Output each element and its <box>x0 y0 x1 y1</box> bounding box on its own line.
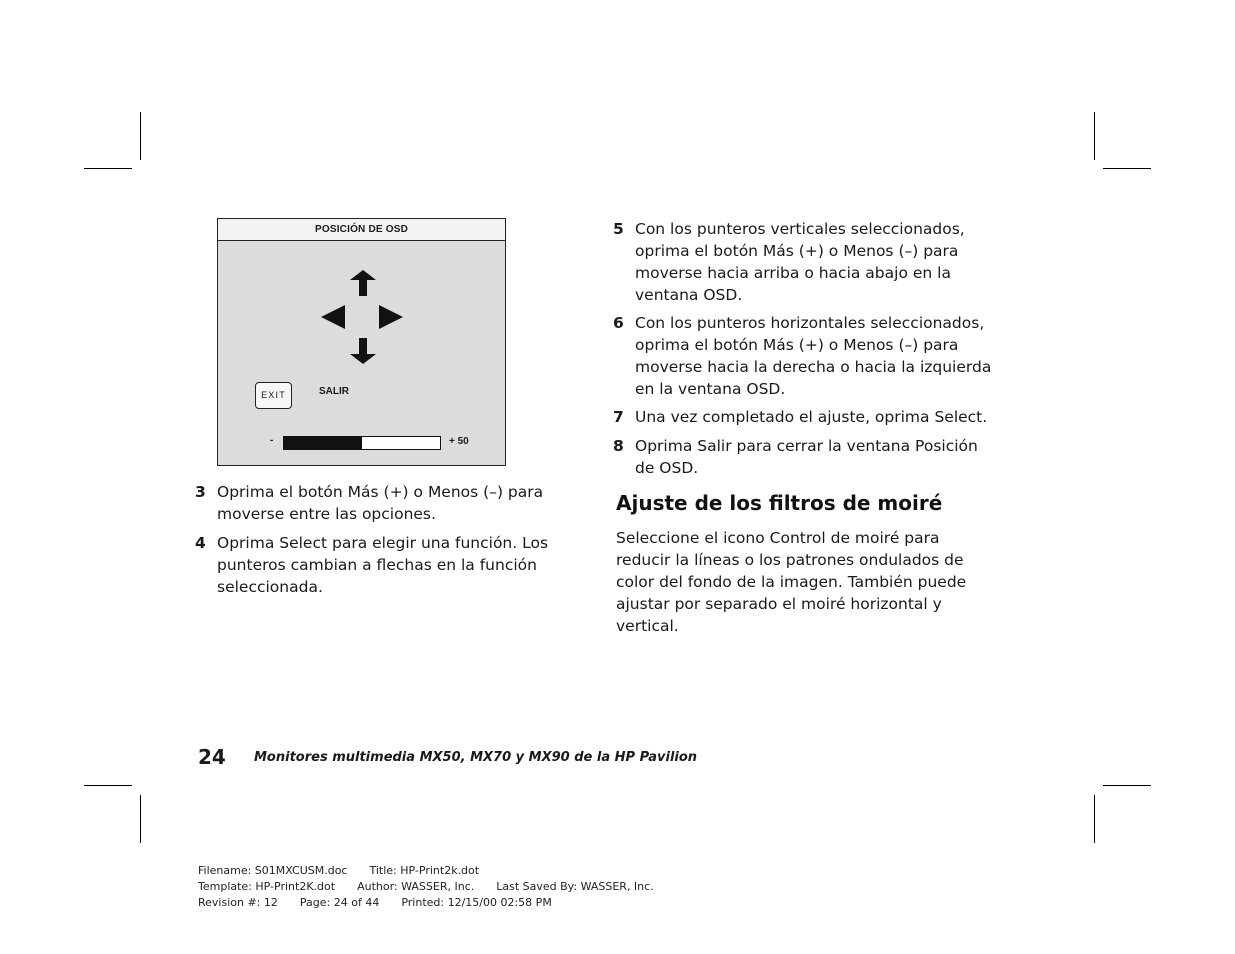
arrow-up-icon[interactable] <box>350 270 376 296</box>
step-item <box>613 312 995 400</box>
slider-min-label: - <box>270 435 274 446</box>
step-text: Una vez completado el ajuste, oprima Select. <box>635 408 988 426</box>
step-number: 6 <box>613 314 624 332</box>
step-item <box>195 532 557 598</box>
slider-max-label: + 50 <box>449 436 469 447</box>
osd-position-panel <box>217 218 506 466</box>
page-number: 24 <box>198 745 226 769</box>
crop-mark <box>1094 795 1095 843</box>
crop-mark <box>84 785 132 786</box>
step-number: 7 <box>613 408 624 426</box>
template-text: Template: HP-Print2K.dot <box>198 880 336 893</box>
title-text: Title: HP-Print2k.dot <box>369 864 480 877</box>
step-number: 8 <box>613 437 624 455</box>
author-text: Author: WASSER, Inc. <box>357 880 475 893</box>
crop-mark <box>84 168 132 169</box>
filename-text: Filename: S01MXCUSM.doc <box>198 864 348 877</box>
exit-button[interactable]: EXIT <box>255 382 292 409</box>
step-text: Oprima el botón Más (+) o Menos (–) para moverse entre las opciones. <box>217 483 544 523</box>
last-saved-text: Last Saved By: WASSER, Inc. <box>496 880 654 893</box>
step-item <box>613 435 995 479</box>
crop-mark <box>1094 112 1095 160</box>
step-number: 4 <box>195 534 206 552</box>
step-item <box>613 218 995 306</box>
crop-mark <box>140 795 141 843</box>
step-item <box>195 481 557 525</box>
step-number: 3 <box>195 483 206 501</box>
osd-panel-title: POSICIÓN DE OSD <box>218 219 505 241</box>
slider-fill <box>284 437 362 449</box>
salir-label: SALIR <box>319 386 349 397</box>
position-slider[interactable] <box>283 436 441 450</box>
running-title: Monitores multimedia MX50, MX70 y MX90 de la HP Pavilion <box>254 750 698 765</box>
crop-mark <box>140 112 141 160</box>
step-number: 5 <box>613 220 624 238</box>
step-text: Oprima Salir para cerrar la ventana Posición de OSD. <box>635 437 978 477</box>
step-text: Con los punteros verticales seleccionados, oprima el botón Más (+) o Menos (–) para moverse hacia arriba o hacia abajo en la ventana OSD. <box>635 220 965 304</box>
file-info-block <box>198 863 676 911</box>
arrow-right-icon[interactable] <box>379 305 403 329</box>
arrow-down-icon[interactable] <box>350 338 376 364</box>
crop-mark <box>1103 785 1151 786</box>
step-item <box>613 406 995 428</box>
section-heading: Ajuste de los filtros de moiré <box>616 491 943 515</box>
revision-text: Revision #: 12 <box>198 896 278 909</box>
section-body: Seleccione el icono Control de moiré para reducir la líneas o los patrones ondulados de color del fondo de la imagen. También puede ajustar por separado el moiré horizontal y vertical. <box>616 529 967 635</box>
arrow-left-icon[interactable] <box>321 305 345 329</box>
crop-mark <box>1103 168 1151 169</box>
printed-text: Printed: 12/15/00 02:58 PM <box>401 896 552 909</box>
page-count-text: Page: 24 of 44 <box>299 896 380 909</box>
step-text: Con los punteros horizontales seleccionados, oprima el botón Más (+) o Menos (–) para moverse hacia la derecha o hacia la izquierda en la ventana OSD. <box>635 314 992 398</box>
step-text: Oprima Select para elegir una función. Los punteros cambian a flechas en la función seleccionada. <box>217 534 549 596</box>
